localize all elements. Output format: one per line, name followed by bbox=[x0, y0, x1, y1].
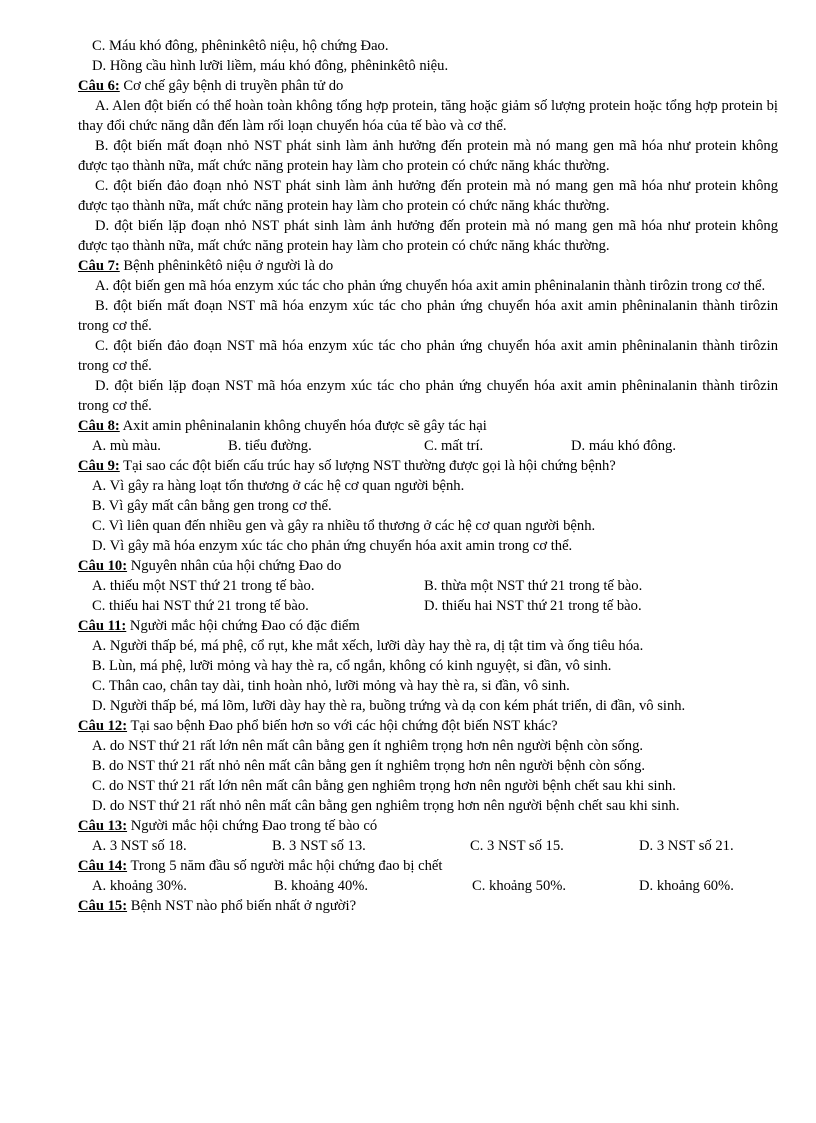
question-10 bbox=[78, 556, 778, 576]
options-row bbox=[78, 836, 778, 856]
option-d: D. khoảng 60%. bbox=[639, 878, 734, 894]
option-d: D. Người thấp bé, má lõm, lưỡi dày hay thè ra, buồng trứng và dạ con kém phát triển, di đần, vô sinh. bbox=[92, 698, 686, 714]
option-a: A. 3 NST số 18. bbox=[92, 838, 187, 854]
question-9 bbox=[78, 456, 778, 476]
question-label: Câu 7: bbox=[78, 258, 120, 274]
option-b: B. Lùn, má phệ, lưỡi mỏng và hay thè ra, cổ ngắn, không có kinh nguyệt, si đần, vô sinh. bbox=[92, 658, 612, 674]
options-row bbox=[78, 576, 778, 596]
option-b: B. tiểu đường. bbox=[228, 438, 312, 454]
option-b: B. 3 NST số 13. bbox=[272, 838, 366, 854]
question-text: Người mắc hội chứng Đao trong tế bào có bbox=[130, 818, 378, 834]
option-b: B. đột biến mất đoạn nhỏ NST phát sinh làm ảnh hưởng đến protein mà nó mang gen mã hóa như protein không được tạo thành nữa, mất chức năng protein hay làm cho protein có chức năng khác thường. bbox=[78, 138, 778, 174]
options-row bbox=[78, 436, 778, 456]
question-label: Câu 10: bbox=[78, 558, 128, 574]
question-text: Bệnh phêninkêtô niệu ở người là do bbox=[123, 258, 334, 274]
option-a: A. khoảng 30%. bbox=[92, 878, 187, 894]
question-label: Câu 15: bbox=[78, 898, 128, 914]
option-c: C. Máu khó đông, phêninkêtô niệu, hộ chứng Đao. bbox=[92, 38, 389, 54]
option-d: D. thiếu hai NST thứ 21 trong tế bào. bbox=[424, 598, 642, 614]
option-c: C. đột biến đảo đoạn NST mã hóa enzym xúc tác cho phản ứng chuyển hóa axit amin phêninalanin thành tirôzin trong cơ thể. bbox=[78, 338, 778, 374]
question-label: Câu 9: bbox=[78, 458, 120, 474]
option-b: B. do NST thứ 21 rất nhỏ nên mất cân bằng gen ít nghiêm trọng hơn nên người bệnh còn sống. bbox=[92, 758, 646, 774]
option-c: C. Vì liên quan đến nhiều gen và gây ra nhiều tổ thương ở các hệ cơ quan người bệnh. bbox=[92, 518, 596, 534]
question-label: Câu 8: bbox=[78, 418, 120, 434]
option-c: C. khoảng 50%. bbox=[472, 878, 567, 894]
option-b: B. thừa một NST thứ 21 trong tế bào. bbox=[424, 578, 643, 594]
question-text: Bệnh NST nào phổ biến nhất ở người? bbox=[130, 898, 357, 914]
question-label: Câu 11: bbox=[78, 618, 127, 634]
option-d: D. đột biến lặp đoạn NST mã hóa enzym xúc tác cho phản ứng chuyển hóa axit amin phêninalanin thành tirôzin trong cơ thể. bbox=[78, 378, 778, 414]
option-d: D. Vì gây mã hóa enzym xúc tác cho phản ứng chuyển hóa axit amin trong cơ thể. bbox=[92, 538, 573, 554]
document-page bbox=[78, 36, 778, 916]
question-13 bbox=[78, 816, 778, 836]
question-label: Câu 13: bbox=[78, 818, 128, 834]
option-b: B. đột biến mất đoạn NST mã hóa enzym xúc tác cho phản ứng chuyển hóa axit amin phêninalanin thành tirôzin trong cơ thể. bbox=[78, 298, 778, 334]
option-c: C. mất trí. bbox=[424, 438, 484, 454]
question-8 bbox=[78, 416, 778, 436]
option-a: A. Vì gây ra hàng loạt tổn thương ở các hệ cơ quan người bệnh. bbox=[92, 478, 465, 494]
option-a: A. do NST thứ 21 rất lớn nên mất cân bằng gen ít nghiêm trọng hơn nên người bệnh còn sống. bbox=[92, 738, 644, 754]
question-6 bbox=[78, 76, 778, 96]
question-label: Câu 12: bbox=[78, 718, 128, 734]
question-text: Axit amin phêninalanin không chuyển hóa được sẽ gây tác hại bbox=[122, 418, 487, 434]
question-text: Người mắc hội chứng Đao có đặc điểm bbox=[129, 618, 360, 634]
question-text: Trong 5 năm đầu số người mắc hội chứng đao bị chết bbox=[130, 858, 443, 874]
option-c: C. đột biến đảo đoạn nhỏ NST phát sinh làm ảnh hưởng đến protein mà nó mang gen mã hóa như protein không được tạo thành nữa, mất chức năng protein hay làm cho protein có chức năng khác thường. bbox=[78, 178, 778, 214]
option-a: A. thiếu một NST thứ 21 trong tế bào. bbox=[92, 578, 315, 594]
question-14 bbox=[78, 856, 778, 876]
question-7 bbox=[78, 256, 778, 276]
option-d: D. máu khó đông. bbox=[571, 438, 676, 454]
options-row bbox=[78, 596, 778, 616]
option-a: A. Alen đột biến có thể hoàn toàn không tổng hợp protein, tăng hoặc giảm số lượng protein hoặc tổng hợp protein bị thay đổi chức năng dẫn đến làm rối loạn chuyển hóa của tế bào và cơ thể. bbox=[78, 98, 778, 134]
option-d: D. 3 NST số 21. bbox=[639, 838, 734, 854]
option-c: C. do NST thứ 21 rất lớn nên mất cân bằng gen nghiêm trọng hơn nên người bệnh chết sau khi sinh. bbox=[92, 778, 676, 794]
options-row bbox=[78, 876, 778, 896]
question-text: Cơ chế gây bệnh di truyền phân tử do bbox=[123, 78, 344, 94]
option-d: D. đột biến lặp đoạn nhỏ NST phát sinh làm ảnh hưởng đến protein mà nó mang gen mã hóa như protein không được tạo thành nữa, mất chức năng protein hay làm cho protein có chức năng khác thường. bbox=[78, 218, 778, 254]
question-label: Câu 14: bbox=[78, 858, 128, 874]
option-c: C. thiếu hai NST thứ 21 trong tế bào. bbox=[92, 598, 309, 614]
option-c: C. Thân cao, chân tay dài, tinh hoàn nhỏ, lưỡi mỏng và hay thè ra, si đần, vô sinh. bbox=[92, 678, 570, 694]
option-c: C. 3 NST số 15. bbox=[470, 838, 564, 854]
option-a: A. mù màu. bbox=[92, 438, 161, 454]
option-a: A. Người thấp bé, má phệ, cổ rụt, khe mắt xếch, lưỡi dày hay thè ra, dị tật tim và ống tiêu hóa. bbox=[92, 638, 644, 654]
question-11 bbox=[78, 616, 778, 636]
question-text: Tại sao các đột biến cấu trúc hay số lượng NST thường được gọi là hội chứng bệnh? bbox=[123, 458, 616, 474]
question-text: Tại sao bệnh Đao phổ biến hơn so với các hội chứng đột biến NST khác? bbox=[130, 718, 558, 734]
option-d: D. do NST thứ 21 rất nhỏ nên mất cân bằng gen nghiêm trọng hơn nên người bệnh chết sau khi sinh. bbox=[92, 798, 680, 814]
question-label: Câu 6: bbox=[78, 78, 120, 94]
option-b: B. khoảng 40%. bbox=[274, 878, 369, 894]
question-15 bbox=[78, 896, 778, 916]
option-d: D. Hồng cầu hình lưỡi liềm, máu khó đông, phêninkêtô niệu. bbox=[92, 58, 449, 74]
option-b: B. Vì gây mất cân bằng gen trong cơ thể. bbox=[92, 498, 332, 514]
question-12 bbox=[78, 716, 778, 736]
option-a: A. đột biến gen mã hóa enzym xúc tác cho phản ứng chuyển hóa axit amin phêninalanin thành tirôzin trong cơ thể. bbox=[95, 278, 766, 294]
question-text: Nguyên nhân của hội chứng Đao do bbox=[130, 558, 342, 574]
